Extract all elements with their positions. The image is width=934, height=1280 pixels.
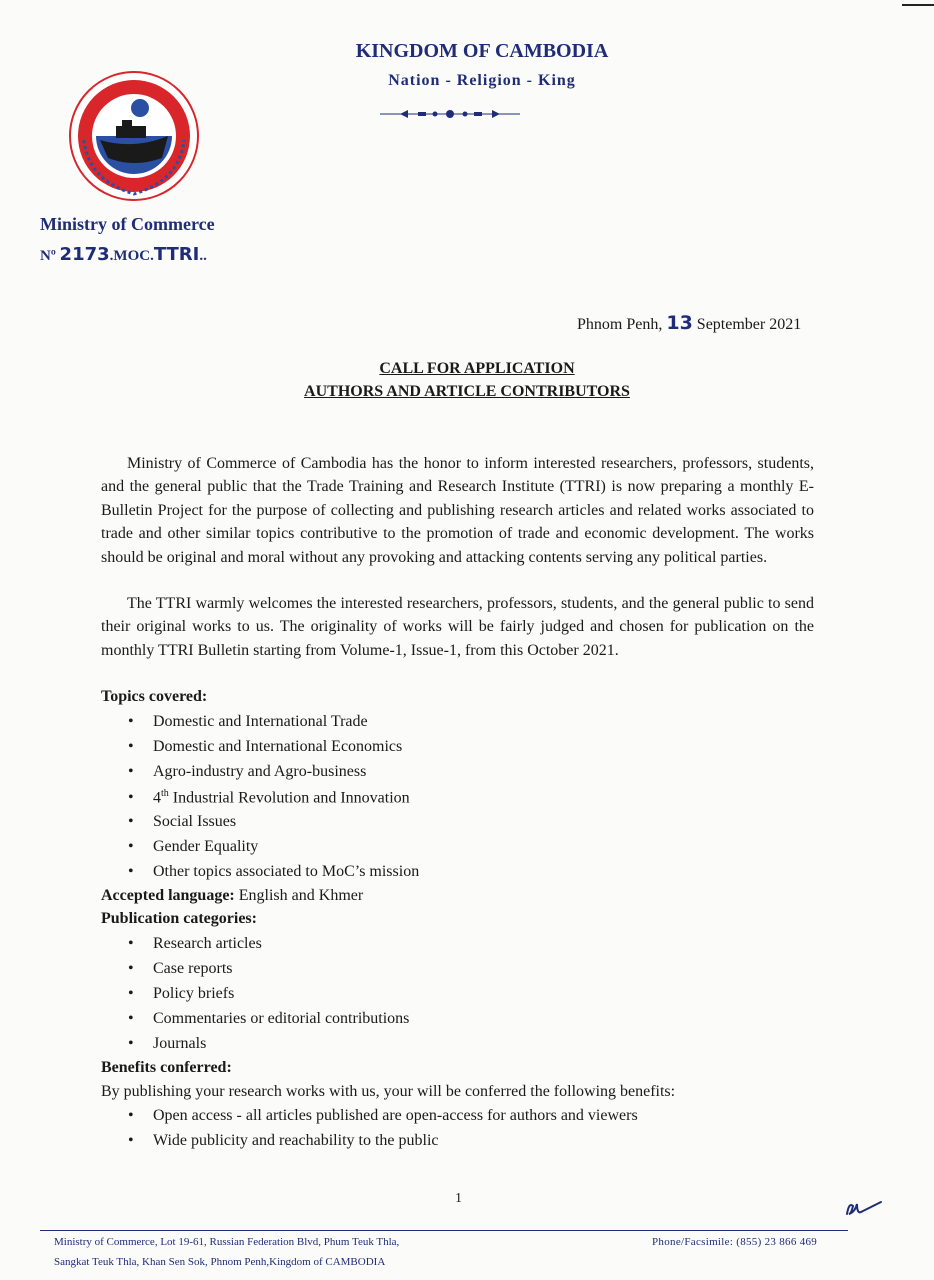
list-item: • Social Issues xyxy=(128,813,237,830)
bullet-icon: • xyxy=(128,935,134,952)
national-motto: Nation - Religion - King xyxy=(388,72,576,89)
accepted-language: Accepted language: English and Khmer xyxy=(101,887,364,904)
list-item: • Domestic and International Economics xyxy=(128,738,403,755)
topics-heading: Topics covered: xyxy=(101,688,208,705)
ref-unit-handwritten: TTRI xyxy=(153,244,200,265)
bullet-icon: • xyxy=(128,985,134,1002)
categories-heading: Publication categories: xyxy=(101,910,257,927)
list-item: • Research articles xyxy=(128,935,262,952)
scan-corner-mark xyxy=(902,4,934,6)
footer-address-line-1: Ministry of Commerce, Lot 19-61, Russian Federation Blvd, Phum Teuk Thla, xyxy=(54,1236,400,1248)
ref-mid: .MOC. xyxy=(109,248,154,264)
ref-number-handwritten: 2173 xyxy=(59,244,110,265)
page-number: 1 xyxy=(455,1191,462,1206)
ref-prefix: Nº xyxy=(40,248,56,264)
bullet-icon: • xyxy=(128,838,134,855)
bullet-icon: • xyxy=(128,789,134,807)
bullet-icon: • xyxy=(128,1107,134,1124)
list-item: • 4th Industrial Revolution and Innovation xyxy=(128,788,410,807)
bullet-icon: • xyxy=(128,960,134,977)
date-day-handwritten: 13 xyxy=(666,312,693,334)
ministry-name: Ministry of Commerce xyxy=(40,214,215,234)
handwritten-initials-icon xyxy=(843,1196,883,1220)
intro-paragraph: Ministry of Commerce of Cambodia has the honor to inform interested researchers, professors, students, and the general public that the Trade Training and Research Institute (TTRI) is now preparing a monthly E-Bulletin Project for the purpose of collecting and publishing research articles and related works associated to trade and other similar topics contributive to the promotion of trade and economic development. The works should be original and moral without any provoking and attacking contents serving any political parties. xyxy=(101,455,814,566)
bullet-icon: • xyxy=(128,738,134,755)
letter-date xyxy=(577,312,801,334)
date-place: Phnom Penh, xyxy=(577,316,663,333)
footer-phone: Phone/Facsimile: (855) 23 866 469 xyxy=(652,1236,818,1248)
list-item: • Case reports xyxy=(128,960,233,977)
list-item: • Domestic and International Trade xyxy=(128,713,368,730)
bullet-icon: • xyxy=(128,1035,134,1052)
bullet-icon: • xyxy=(128,1010,134,1027)
list-item: • Journals xyxy=(128,1035,207,1052)
bullet-icon: • xyxy=(128,713,134,730)
title-line-1: CALL FOR APPLICATION xyxy=(379,360,575,377)
welcome-paragraph: The TTRI warmly welcomes the interested researchers, professors, students, and the general public to send their original works to us. The originality of works will be fairly judged and chosen for publication on the monthly TTRI Bulletin starting from Volume-1, Issue-1, from this October 2021. xyxy=(101,595,814,659)
list-item: • Commentaries or editorial contributions xyxy=(128,1010,410,1027)
list-item: • Open access - all articles published are open-access for authors and viewers xyxy=(128,1107,638,1124)
ref-suffix: .. xyxy=(199,248,207,264)
list-item: • Agro-industry and Agro-business xyxy=(128,763,367,780)
bullet-icon: • xyxy=(128,763,134,780)
footer-divider xyxy=(40,1230,848,1231)
list-item: • Policy briefs xyxy=(128,985,235,1002)
bullet-icon: • xyxy=(128,863,134,880)
benefits-intro: By publishing your research works with us, your will be conferred the following benefits: xyxy=(101,1083,676,1100)
benefits-heading: Benefits conferred: xyxy=(101,1059,232,1076)
footer-address-line-2: Sangkat Teuk Thla, Khan Sen Sok, Phnom Penh,Kingdom of CAMBODIA xyxy=(54,1256,386,1268)
ornament-divider-icon xyxy=(380,106,520,122)
date-month-year: September 2021 xyxy=(696,316,802,333)
reference-number xyxy=(40,244,207,265)
kingdom-heading: KINGDOM OF CAMBODIA xyxy=(355,40,609,62)
bullet-icon: • xyxy=(128,813,134,830)
bullet-icon: • xyxy=(128,1132,134,1149)
list-item: • Other topics associated to MoC’s mission xyxy=(128,863,420,880)
list-item: • Gender Equality xyxy=(128,838,259,855)
title-line-2: AUTHORS AND ARTICLE CONTRIBUTORS xyxy=(304,383,630,400)
list-item: • Wide publicity and reachability to the public xyxy=(128,1132,439,1149)
